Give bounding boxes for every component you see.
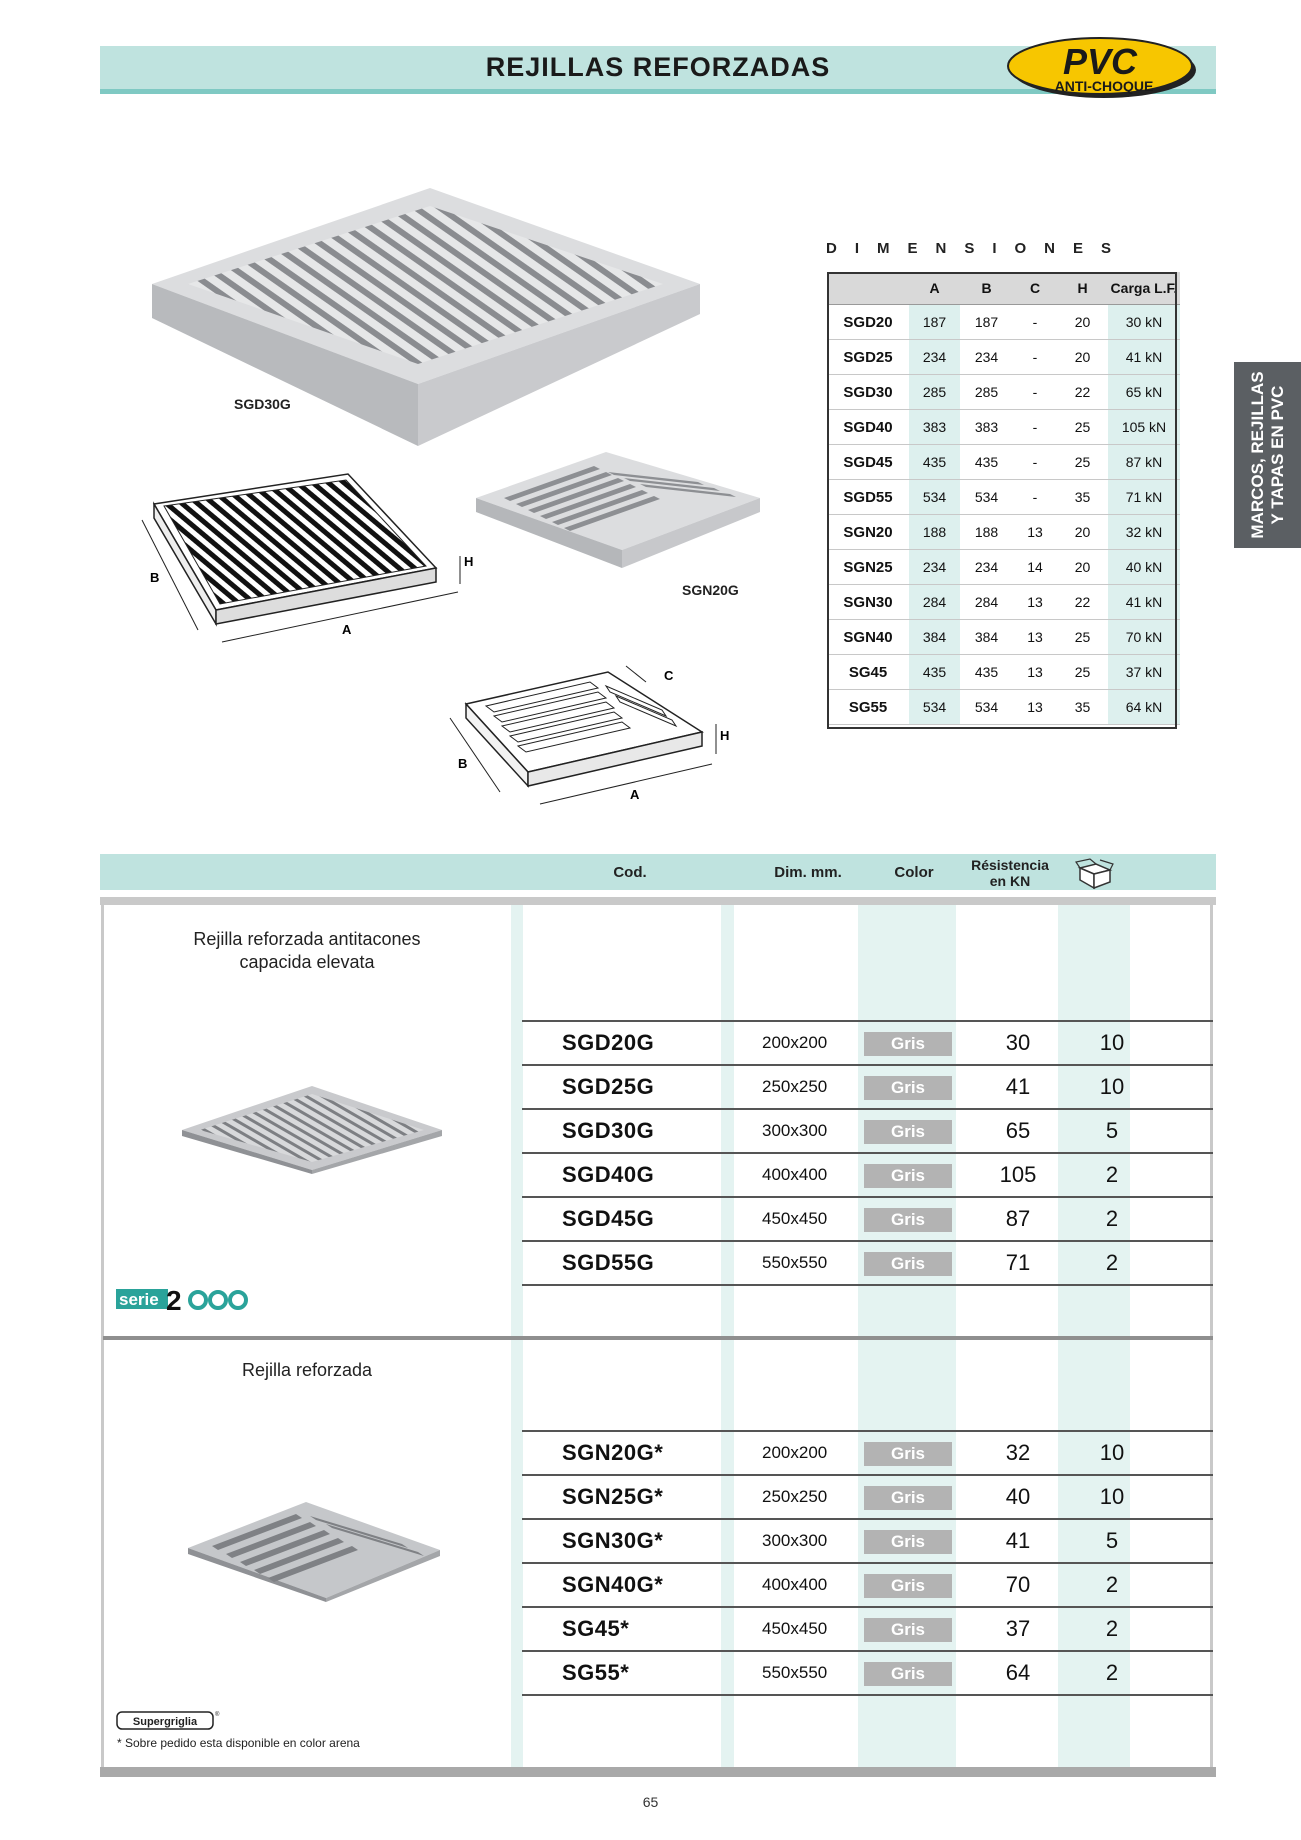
product-resistance: 40	[1005, 1484, 1031, 1509]
dim-a-label: A	[342, 622, 352, 637]
dimensions-cell: 534	[960, 690, 1013, 725]
product-box-qty: 2	[1105, 1660, 1119, 1685]
dimensions-row	[827, 375, 1180, 410]
product-resistance: 41	[1005, 1528, 1031, 1553]
product-resistance: 37	[1005, 1616, 1031, 1641]
catalog-top-rule	[100, 897, 1216, 905]
badge-main-text: PVC	[1062, 41, 1138, 82]
sgn20g-photo	[474, 450, 764, 570]
dimensions-cell: 534	[909, 690, 960, 725]
dimensions-row	[827, 550, 1180, 585]
dimensions-cell: 435	[909, 445, 960, 480]
dimensions-cell: 20	[1057, 550, 1108, 585]
dimensions-title: DIMENSIONES	[826, 240, 1130, 257]
dimensions-row	[827, 690, 1180, 725]
dimensions-cell: 188	[960, 515, 1013, 550]
product-code: SGD40G	[562, 1162, 655, 1187]
box-icon	[1074, 858, 1114, 890]
sgn20g-label: SGN20G	[682, 582, 739, 598]
dimensions-cell: SGN30	[827, 585, 909, 620]
col-head-cod: Cod.	[613, 864, 647, 881]
catalog-row-bottom-rule	[522, 1694, 1213, 1696]
side-tab	[1234, 362, 1301, 548]
dimensions-cell: SGD40	[827, 410, 909, 445]
product-code: SGN20G*	[562, 1440, 664, 1465]
dimensions-row	[827, 480, 1180, 515]
dimensions-cell: 22	[1057, 375, 1108, 410]
dimensions-row	[827, 305, 1180, 340]
dimensions-cell: 41 kN	[1108, 340, 1180, 375]
product-resistance: 64	[1005, 1660, 1031, 1685]
catalog-row	[522, 1108, 1213, 1152]
product-dimension: 300x300	[762, 1121, 828, 1140]
catalog-row	[522, 1152, 1213, 1196]
dimensions-cell: 70 kN	[1108, 620, 1180, 655]
product-color: Gris	[864, 1164, 952, 1188]
dimensions-row	[827, 445, 1180, 480]
product-color: Gris	[864, 1252, 952, 1276]
dimensions-cell: -	[1013, 375, 1057, 410]
product-box-qty: 2	[1105, 1616, 1119, 1641]
dimensions-cell: -	[1013, 305, 1057, 340]
page-number: 65	[642, 1794, 659, 1810]
product-code: SG45*	[562, 1616, 630, 1641]
dim-a-label-2: A	[630, 787, 640, 802]
dimensions-cell: 37 kN	[1108, 655, 1180, 690]
dimensions-cell: 13	[1013, 515, 1057, 550]
section1-title-line2: capacida elevata	[239, 952, 375, 972]
footnote: * Sobre pedido esta disponible en color arena	[117, 1736, 360, 1750]
dimensions-cell: 25	[1057, 655, 1108, 690]
dimensions-cell: SGD30	[827, 375, 909, 410]
product-code: SG55*	[562, 1660, 630, 1685]
dimensions-cell: 71 kN	[1108, 480, 1180, 515]
dimensions-cell: 13	[1013, 690, 1057, 725]
dimensions-cell: SGD25	[827, 340, 909, 375]
dimensions-cell: 435	[960, 445, 1013, 480]
dim-header-a: A	[909, 272, 960, 305]
product-color: Gris	[864, 1486, 952, 1510]
col-head-res-line2: en KN	[989, 873, 1031, 889]
dimensions-cell: SGD45	[827, 445, 909, 480]
dimensions-cell: -	[1013, 480, 1057, 515]
side-tab-line1: MARCOS, REJILLAS	[1247, 371, 1267, 539]
badge-sub-text: ANTI-CHOQUE	[1054, 78, 1154, 94]
dimensions-cell: SGD55	[827, 480, 909, 515]
col-head-color: Color	[894, 864, 934, 881]
catalog-row	[522, 1064, 1213, 1108]
dimensions-cell: 384	[960, 620, 1013, 655]
dimensions-row	[827, 655, 1180, 690]
supergriglia-logo-text: Supergriglia	[132, 1716, 198, 1728]
sgd30g-photo	[148, 184, 708, 454]
product-dimension: 300x300	[762, 1531, 828, 1550]
product-box-qty: 10	[1099, 1074, 1125, 1099]
product-box-qty: 10	[1099, 1030, 1125, 1055]
dimensions-cell: 284	[909, 585, 960, 620]
product-code: SGD45G	[562, 1206, 655, 1231]
dimensions-cell: 285	[960, 375, 1013, 410]
sgn-dimension-drawing	[430, 660, 740, 810]
product-color: Gris	[864, 1120, 952, 1144]
product-code: SGD30G	[562, 1118, 655, 1143]
dimensions-cell: 284	[960, 585, 1013, 620]
dim-header-h: H	[1057, 272, 1108, 305]
dim-header-carga: Carga L.F.	[1108, 272, 1180, 305]
product-box-qty: 10	[1099, 1484, 1125, 1509]
section1-title-line1: Rejilla reforzada antitacones	[193, 929, 421, 949]
catalog-row	[522, 1020, 1213, 1064]
svg-text:®: ®	[215, 1712, 220, 1718]
dimensions-header-row	[827, 272, 1180, 305]
dimensions-row	[827, 585, 1180, 620]
dim-b-label-2: B	[458, 756, 468, 771]
dim-header-c: C	[1013, 272, 1057, 305]
product-code: SGD25G	[562, 1074, 655, 1099]
product-dimension: 400x400	[762, 1575, 828, 1594]
dimensions-cell: 25	[1057, 410, 1108, 445]
product-resistance: 41	[1005, 1074, 1031, 1099]
product-dimension: 200x200	[762, 1033, 828, 1052]
dimensions-cell: 22	[1057, 585, 1108, 620]
catalog-bottom-rule	[100, 1767, 1216, 1777]
sgd30g-label: SGD30G	[234, 396, 291, 412]
dimensions-cell: 285	[909, 375, 960, 410]
dimensions-cell: 64 kN	[1108, 690, 1180, 725]
product-dimension: 200x200	[762, 1443, 828, 1462]
product-color: Gris	[864, 1076, 952, 1100]
product-code: SGN40G*	[562, 1572, 664, 1597]
col-head-dim: Dim. mm.	[774, 864, 842, 881]
product-resistance: 30	[1005, 1030, 1031, 1055]
dimensions-row	[827, 340, 1180, 375]
catalog-row	[522, 1240, 1213, 1284]
product-color: Gris	[864, 1442, 952, 1466]
product-resistance: 71	[1005, 1250, 1031, 1275]
catalog-row-bottom-rule	[522, 1284, 1213, 1286]
product-color: Gris	[864, 1662, 952, 1686]
dimensions-cell: 41 kN	[1108, 585, 1180, 620]
dimensions-cell: 30 kN	[1108, 305, 1180, 340]
dimensions-cell: 25	[1057, 445, 1108, 480]
product-dimension: 250x250	[762, 1077, 828, 1096]
dimensions-cell: 35	[1057, 480, 1108, 515]
catalog-row	[522, 1650, 1213, 1694]
catalog-row	[522, 1196, 1213, 1240]
dimensions-cell: 40 kN	[1108, 550, 1180, 585]
dimensions-cell: 187	[960, 305, 1013, 340]
dimensions-cell: 384	[909, 620, 960, 655]
col-head-resistencia	[960, 857, 1060, 889]
dimensions-cell: SGD20	[827, 305, 909, 340]
dimensions-cell: 105 kN	[1108, 410, 1180, 445]
product-box-qty: 2	[1105, 1572, 1119, 1597]
dimensions-cell: 187	[909, 305, 960, 340]
product-dimension: 250x250	[762, 1487, 828, 1506]
product-box-qty: 2	[1105, 1162, 1119, 1187]
dimensions-cell: 234	[909, 550, 960, 585]
dimensions-cell: 25	[1057, 620, 1108, 655]
product-code: SGD20G	[562, 1030, 655, 1055]
sgd-dimension-drawing	[118, 470, 478, 652]
page-title: REJILLAS REFORZADAS	[485, 52, 831, 82]
product-dimension: 450x450	[762, 1209, 828, 1228]
product-color: Gris	[864, 1208, 952, 1232]
product-dimension: 550x550	[762, 1253, 828, 1272]
dimensions-cell: 188	[909, 515, 960, 550]
product-box-qty: 2	[1105, 1206, 1119, 1231]
dimensions-cell: SGN25	[827, 550, 909, 585]
dimensions-cell: -	[1013, 340, 1057, 375]
dimensions-row	[827, 410, 1180, 445]
section2-product-photo	[186, 1500, 442, 1602]
dimensions-cell: SG55	[827, 690, 909, 725]
dimensions-cell: 13	[1013, 655, 1057, 690]
product-color: Gris	[864, 1618, 952, 1642]
section1-title	[103, 928, 511, 974]
dimensions-cell: 32 kN	[1108, 515, 1180, 550]
col-head-res-line1: Résistencia	[971, 857, 1049, 873]
dimensions-cell: 14	[1013, 550, 1057, 585]
dimensions-cell: SGN20	[827, 515, 909, 550]
product-resistance: 65	[1005, 1118, 1031, 1143]
dimensions-row	[827, 620, 1180, 655]
product-resistance: 32	[1005, 1440, 1031, 1465]
section1-product-photo	[180, 1084, 444, 1174]
product-code: SGN30G*	[562, 1528, 664, 1553]
dimensions-cell: 534	[960, 480, 1013, 515]
pvc-anti-choque-badge	[1000, 34, 1200, 100]
product-code: SGD55G	[562, 1250, 655, 1275]
dimensions-cell: 234	[960, 340, 1013, 375]
catalog-row	[522, 1430, 1213, 1474]
dimensions-cell: 87 kN	[1108, 445, 1180, 480]
dimensions-cell: 234	[909, 340, 960, 375]
dimensions-cell: 435	[909, 655, 960, 690]
dimensions-cell: 383	[960, 410, 1013, 445]
product-resistance: 105	[999, 1162, 1037, 1187]
dimensions-row	[827, 515, 1180, 550]
product-dimension: 550x550	[762, 1663, 828, 1682]
product-box-qty: 5	[1105, 1528, 1119, 1553]
product-color: Gris	[864, 1032, 952, 1056]
section2-title: Rejilla reforzada	[241, 1360, 373, 1380]
dim-c-label: C	[664, 668, 674, 683]
product-color: Gris	[864, 1574, 952, 1598]
product-color: Gris	[864, 1530, 952, 1554]
catalog-row	[522, 1518, 1213, 1562]
svg-text:serie: serie	[119, 1290, 159, 1309]
serie2000-logo	[116, 1284, 252, 1314]
catalog-row	[522, 1562, 1213, 1606]
dimensions-cell: 383	[909, 410, 960, 445]
product-box-qty: 10	[1099, 1440, 1125, 1465]
dimensions-cell: -	[1013, 410, 1057, 445]
product-resistance: 70	[1005, 1572, 1031, 1597]
dimensions-cell: SGN40	[827, 620, 909, 655]
catalog-row	[522, 1474, 1213, 1518]
svg-text:2: 2	[166, 1285, 182, 1314]
dimensions-cell: 35	[1057, 690, 1108, 725]
dimensions-cell: 435	[960, 655, 1013, 690]
dimensions-cell: 13	[1013, 585, 1057, 620]
product-box-qty: 5	[1105, 1118, 1119, 1143]
product-code: SGN25G*	[562, 1484, 664, 1509]
dimensions-cell: 20	[1057, 305, 1108, 340]
catalog-row	[522, 1606, 1213, 1650]
dimensions-cell: 20	[1057, 340, 1108, 375]
dimensions-cell: SG45	[827, 655, 909, 690]
dim-h-label-2: H	[720, 728, 730, 743]
dim-h-label: H	[464, 554, 474, 569]
side-tab-line2: Y TAPAS EN PVC	[1267, 385, 1287, 525]
supergriglia-logo	[116, 1709, 220, 1731]
dim-header-code	[827, 272, 909, 305]
dim-header-b: B	[960, 272, 1013, 305]
product-dimension: 400x400	[762, 1165, 828, 1184]
dimensions-cell: -	[1013, 445, 1057, 480]
dim-b-label: B	[150, 570, 160, 585]
dimensions-cell: 65 kN	[1108, 375, 1180, 410]
product-dimension: 450x450	[762, 1619, 828, 1638]
product-resistance: 87	[1005, 1206, 1031, 1231]
section-divider	[103, 1336, 1213, 1340]
dimensions-table	[827, 272, 1180, 725]
dimensions-cell: 13	[1013, 620, 1057, 655]
product-box-qty: 2	[1105, 1250, 1119, 1275]
dimensions-cell: 234	[960, 550, 1013, 585]
dimensions-cell: 20	[1057, 515, 1108, 550]
dimensions-cell: 534	[909, 480, 960, 515]
